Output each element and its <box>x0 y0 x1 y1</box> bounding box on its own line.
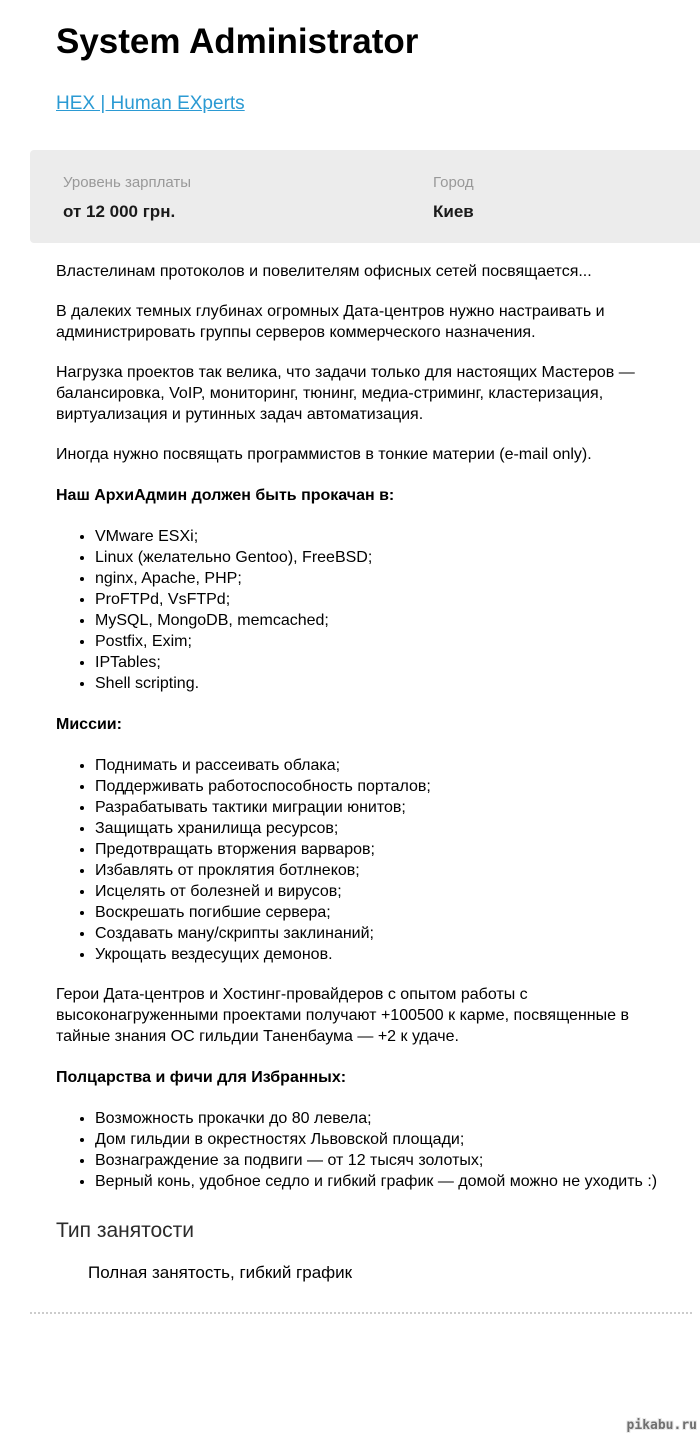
list-item: • Linux (желательно Gentoo), FreeBSD; <box>95 547 672 568</box>
list-item: • Вознаграждение за подвиги — от 12 тысяч золотых; <box>95 1150 672 1171</box>
employment-type-heading: Тип занятости <box>56 1219 195 1242</box>
list-item: • Верный конь, удобное седло и гибкий график — домой можно не уходить :) <box>95 1171 672 1192</box>
list-item: • Исцелять от болезней и вирусов; <box>95 881 672 902</box>
list-item: • Возможность прокачки до 80 левела; <box>95 1108 672 1129</box>
header <box>0 22 700 116</box>
list-item: • Укрощать вездесущих демонов. <box>95 944 672 965</box>
list-item: • MySQL, MongoDB, memcached; <box>95 610 672 631</box>
city-column <box>433 174 474 243</box>
salary-label: Уровень зарплаты <box>63 174 192 191</box>
watermark: pikabu.ru <box>626 1418 697 1433</box>
list-item: • Разрабатывать тактики миграции юнитов; <box>95 797 672 818</box>
list-item: • IPTables; <box>95 652 672 673</box>
list-item: • ProFTPd, VsFTPd; <box>95 589 672 610</box>
intro-paragraph: В далеких темных глубинах огромных Дата-центров нужно настраивать и администрировать группы серверов коммерческого назначения. <box>56 303 605 341</box>
list-item: • VMware ESXi; <box>95 526 672 547</box>
salary-summary-box <box>30 150 700 243</box>
salary-value: от 12 000 грн. <box>63 202 176 221</box>
dotted-divider <box>30 1312 692 1314</box>
skills-heading: Наш АрхиАдмин должен быть прокачан в: <box>56 487 395 504</box>
employment-type-value: Полная занятость, гибкий график <box>88 1263 353 1282</box>
list-item: • Поддерживать работоспособность порталов; <box>95 776 672 797</box>
intro-paragraph: Властелинам протоколов и повелителям офисных сетей посвящается... <box>56 263 592 280</box>
list-item: • Поднимать и рассеивать облака; <box>95 755 672 776</box>
intro-paragraph: Иногда нужно посвящать программистов в тонкие материи (e-mail only). <box>56 446 592 463</box>
list-item: • nginx, Apache, PHP; <box>95 568 672 589</box>
list-item: • Воскрешать погибшие сервера; <box>95 902 672 923</box>
list-item: • Предотвращать вторжения варваров; <box>95 839 672 860</box>
skills-list <box>56 526 672 694</box>
list-item: • Избавлять от проклятия ботлнеков; <box>95 860 672 881</box>
karma-paragraph: Герои Дата-центров и Хостинг-провайдеров с опытом работы с высоконагруженными проектами получают +100500 к карме, посвященные в тайные знания ОС гильдии Таненбаума — +2 к удаче. <box>56 986 629 1045</box>
city-label: Город <box>433 174 474 191</box>
list-item: • Postfix, Exim; <box>95 631 672 652</box>
perks-list <box>56 1108 672 1192</box>
missions-heading: Миссии: <box>56 716 122 733</box>
perks-heading: Полцарства и фичи для Избранных: <box>56 1069 347 1086</box>
list-item: • Создавать ману/скрипты заклинаний; <box>95 923 672 944</box>
job-description <box>0 261 700 1314</box>
intro-paragraph: Нагрузка проектов так велика, что задачи только для настоящих Мастеров — балансировка, VoIP, мониторинг, тюнинг, медиа-стриминг, кластеризация, виртуализация и рутинных задач автоматизация. <box>56 364 635 423</box>
city-value: Киев <box>433 202 474 221</box>
list-item: • Защищать хранилища ресурсов; <box>95 818 672 839</box>
company-link[interactable]: HEX | Human EXperts <box>56 93 245 114</box>
job-posting-page <box>0 22 700 1433</box>
list-item: • Дом гильдии в окрестностях Львовской площади; <box>95 1129 672 1150</box>
salary-column <box>63 174 433 243</box>
page-title: System Administrator <box>56 22 419 61</box>
missions-list <box>56 755 672 965</box>
list-item: • Shell scripting. <box>95 673 672 694</box>
